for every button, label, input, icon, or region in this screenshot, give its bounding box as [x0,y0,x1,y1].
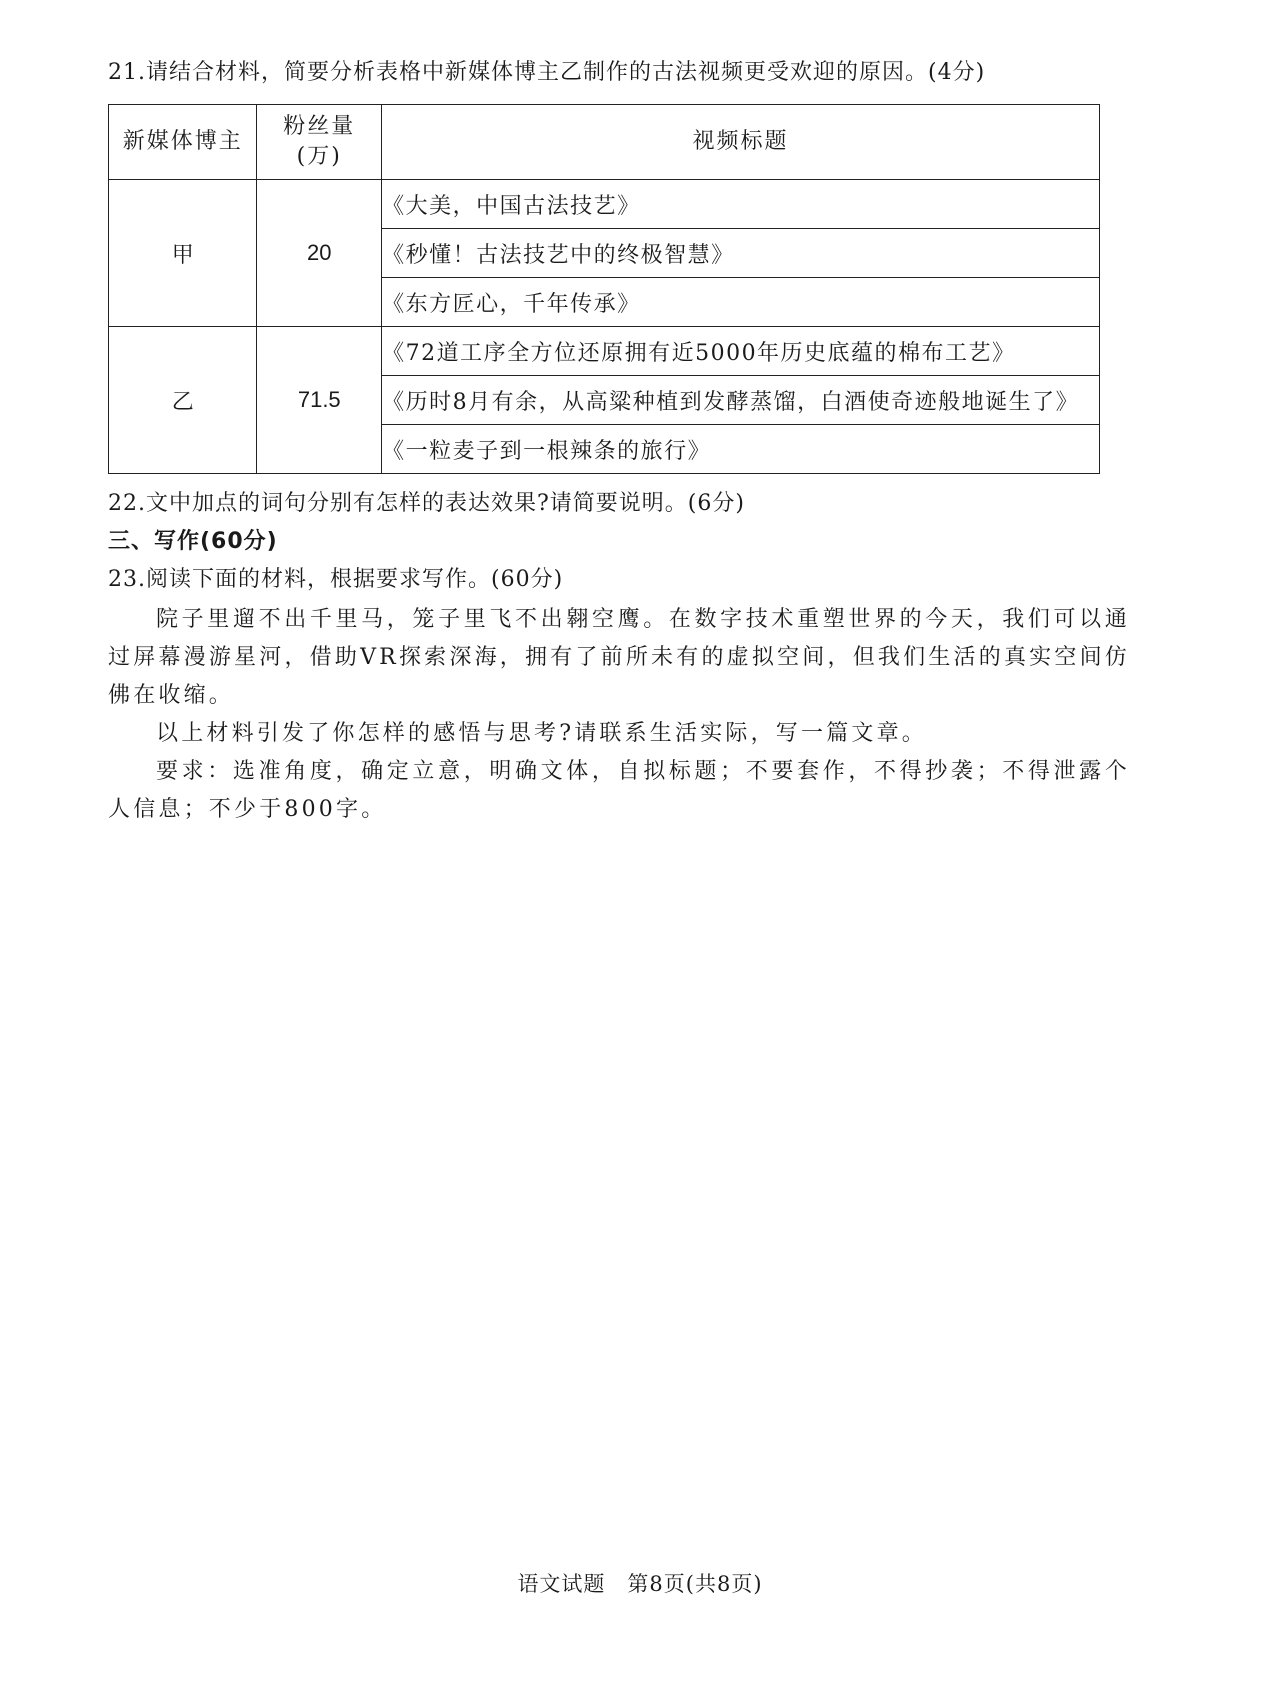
table-row [109,180,1100,229]
writing-prompt: 以上材料引发了你怎样的感悟与思考?请联系生活实际，写一篇文章。 [156,721,927,746]
header-fans-line1: 粉丝量 [283,114,356,139]
page-footer: 语文试题 第8页(共8页) [517,1572,763,1596]
fans-cell: 71.5 [257,327,382,474]
blogger-table [108,104,1100,474]
header-fans-line2: (万) [296,144,342,169]
video-title-cell: 《大美，中国古法技艺》 [382,180,1100,229]
header-fans [257,105,382,180]
blogger-cell: 甲 [109,180,257,327]
video-title-cell: 《秒懂！古法技艺中的终极智慧》 [382,229,1100,278]
video-title-cell: 《历时8月有余，从高粱种植到发酵蒸馏，白酒使奇迹般地诞生了》 [382,376,1100,425]
question-23: 23.阅读下面的材料，根据要求写作。(60分) [108,567,564,592]
header-titles: 视频标题 [382,105,1100,180]
video-title-cell: 《72道工序全方位还原拥有近5000年历史底蕴的棉布工艺》 [382,327,1100,376]
header-blogger: 新媒体博主 [109,105,257,180]
table-header-row [109,105,1100,180]
video-title-cell: 《一粒麦子到一根辣条的旅行》 [382,425,1100,474]
writing-material: 院子里遛不出千里马，笼子里飞不出翱空鹰。在数字技术重塑世界的今天，我们可以通过屏幕漫游星河，借助VR探索深海，拥有了前所未有的虚拟空间，但我们生活的真实空间仿佛在收缩。 [108,607,1130,708]
blogger-cell: 乙 [109,327,257,474]
video-title-cell: 《东方匠心，千年传承》 [382,278,1100,327]
table-row [109,327,1100,376]
writing-requirements: 要求：选准角度，确定立意，明确文体，自拟标题；不要套作，不得抄袭；不得泄露个人信息；不少于800字。 [108,759,1130,822]
question-21: 21.请结合材料，简要分析表格中新媒体博主乙制作的古法视频更受欢迎的原因。(4分) [108,60,986,85]
section-heading: 三、写作(60分) [108,529,278,554]
fans-cell: 20 [257,180,382,327]
question-22: 22.文中加点的词句分别有怎样的表达效果?请简要说明。(6分) [108,491,745,516]
